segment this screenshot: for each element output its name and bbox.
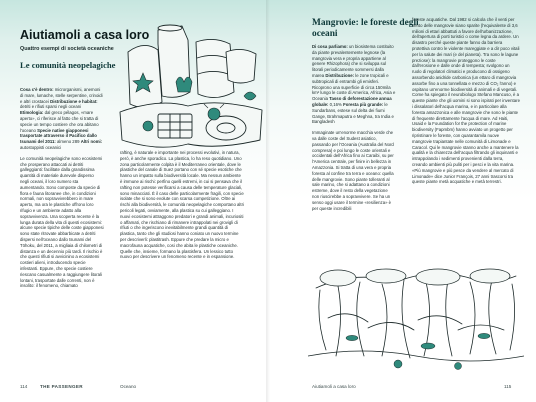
left-column-2 [120, 150, 244, 265]
can-icon [226, 49, 256, 83]
section-heading: Mangrovie: le foreste degli oceani [312, 18, 419, 39]
page-number-left: 114 [20, 384, 28, 389]
body-paragraph: Immaginate un'enorme macchia verde che va dalle coste del Sudest asiatico, passando per l'Oceania (Australia del Nord compresa) e poi lungo le coste orientali e occidentali dell'Africa fino ai Caraibi, su per l'America centrale, per finire in bellezza in Amazzonia. Si tratta di una vera e propria foresta al confine tra terra e oceano: quella delle mangrovie. Sono piante tolleranti al sale marino, che si adattano a condizioni estreme, dove il resto della vegetazione non riuscirebbe a sopravvivere. Se ha un senso oggi usare il termine «resilienza» è per queste incredibili [312, 130, 394, 211]
left-column-1 [20, 87, 104, 294]
section-label: Oceano [120, 384, 137, 389]
magazine-name: THE PASSENGER [40, 384, 83, 389]
snail-icon [143, 121, 153, 131]
right-column-1 [312, 44, 396, 216]
foliage-icon [320, 270, 356, 286]
article-title: Aiutiamoli a casa loro [20, 28, 150, 42]
body-paragraph: Le comunità neopelagiche sono ecosistemi che prosperano attaccati ai detriti galleggianti: facilitate dalla grandissima quantità di materiale durevole disperso negli oceani, il loro numero sta aumentando. Sono composte da specie di flora e fauna litoranee che, in condizioni normali, non sopravvivrebbero in mare aperto, ma ora le plastiche offrono loro rifugio e un ambiente adatto alla sopravvivenza. Una scoperta recente è la lunga durata della vita di questi ecosistemi: alcune specie tipiche delle coste giapponesi sono state ritrovate abbarbicate a detriti dispersi nell'oceano dallo tsunami del Tōhoku, del 2011, a migliaia di chilometri di distanza e un decennio più tardi. Il rischio è che questi rifiuti si avvicinino a ecosistemi costieri alieni, introducendo specie infestanti. Eppure, che specie costiere riescano casualmente a raggiungere litorali lontani, trasportate dalle correnti, non è insolito: il fenomeno, chiamato [20, 155, 104, 289]
mangrove-roots-illustration [308, 268, 524, 376]
body-paragraph: foreste acquatiche. Dal 1982 si calcola che il venti per cento delle mangrovie siano sparite (l'equivalente di 3,6 milioni di ettari abbattuti a favore dell'urbanizzazione, dell'apertura di porti turistici o come legna da ardere. Un disastro perché queste piante fanno da barriera protettiva contro le violente mareggiate e a dir poco vitali per la salute dei mari (e del pianeta). Tra sono le lagune preziose): la mangrovie proteggono le coste dall'erosione e dalle onde di tempesta; svolgono un ruolo di regolatori climatici e producono di ossigeno assorbendo anidride carbonica (un ettaro di mangrovia assorbe fino a una tonnellata e mezzo di CO₂ l'anno) e ospitano un'enorme biodiversità di animali e di vegetali. Come ha spiegato il neurobiologo Stefano Mancuso, è a queste piante che gli uomini si sono ispirati per inventare i dissalatori dell'acqua marina, e in particolare alla foresta amazzonica e alle mangrovie che sono le piante di frequente direttamente l'acqua di mare. Ad Haiti, Usaid e la Foundation for the protection of marine biodiversity (Fapmbm) hanno avviato un progetto per ripristinare le foreste, con quarantamila nuove mangrovie trapiantate nelle comunità di Limonade e Caracol. Qui le mangrovie stanno anche a mantenere la qualità e la chiarezza dell'acqua filtrando gli inquinanti e intrappolando i sedimenti provenienti dalla terra, creando ambienti più puliti per i pesci e la vita marina. «Più mangrovie e più pesce da vendere al mercato di Limonade» dice Junior François, 27 anni trascorsi tra queste piante metà acquatiche e metà terrestri. [412, 17, 520, 185]
right-page [268, 0, 536, 402]
crab-icon [394, 360, 402, 368]
plastic-debris-illustration [118, 22, 264, 154]
page-gutter [266, 0, 270, 402]
article-subtitle: Quattro esempi di società oceaniche [20, 46, 114, 52]
body-paragraph: rafting, è naturale e importante nei processi evolutivi, in natura, però, è anche sporadico. La plastica, lo ha reso quotidiano. Uno zona particolarmente colpita è il Mediterraneo orientale, dove le plastiche del canale di Suez portano con sé specie esotiche che hanno un impatto sulla biodiversità locale. Ma nessun ambiente è immune ai rischi: perfino quelli estremi, in cui si pensava che il rafting non potesse verificarsi a causa delle temperature glaciali, sono minacciati. È il caso delle particolarmente fragili, con specie isolate che si sono evolute con scarsa competizione. Oltre ai rischi alla biodiversità, le comunità neopelagiche comportano altri pericoli legati, ovviamente, alla plastica su cui galleggiano. I nuovi ecosistemi attraggono predatori e grandi animali, incuriositi o affamati, che rischiano di rimanere intrappolati nei grovigli di rifiuti o che ingeriscono inevitabilmente grandi quantità di plastica, tanto che gli studiosi hanno coniato un nuovo termine per descriverli: plastitrash. Eppure che predare la micro e macrofauna acquatiche, cosi che abita le plastiche oceaniche. Quelle che, insieme, formano la plastisfera. Un lessico tutto nuovo per descrivere un fenomeno recente e in espansione. [120, 150, 244, 260]
crate-icon [158, 114, 192, 138]
section-heading: Le comunità neopelagiche [20, 60, 116, 70]
bag-icon [128, 45, 162, 107]
crab-icon [208, 108, 220, 120]
section-label: Aiutiamoli a casa loro [312, 384, 356, 389]
fact-box: Di cosa parliamo: un biosistema costituito da piante prevalentemente legnose (la mangrovia vera e propria appartiene al genere Rhizophora) che si sviluppa sul litorali periodicamente sommersi dalla marea Distribuzione: le zone tropicali e subtropicali di entrambi gli emisferi. Ricoprono una superficie di circa 150mila km² lungo le coste di America, Africa, Asia e Oceania Tasso di deforestazione annua globale: 0,16% Foresta più grande: le Sundarbans, estese sul delta dei fiumi Gange, Brahmaputra e Meghna, tra India e Bangladesh [312, 44, 396, 125]
fish-icon [346, 335, 358, 340]
fact-box: Cosa c'è dentro: microrganismi, anemoni di mare, lumache, stelle serpentine, crinoidi e altri crostacei Distribuzione e habitat: detriti e rifiuti sparsi negli oceani Etimologia: dal greco pélagos, «mare aperto», ci riferisce al fatto che si tratta di specie un tempo costiere che ora abitano l'oceano Specie native giapponesi trasportate attraverso il Pacifico dallo tsunami del 2011: almeno 289 Altri nomi: autostoppisti oceanici [20, 87, 103, 150]
right-column-2 [412, 17, 520, 190]
page-number-right: 115 [504, 384, 512, 389]
